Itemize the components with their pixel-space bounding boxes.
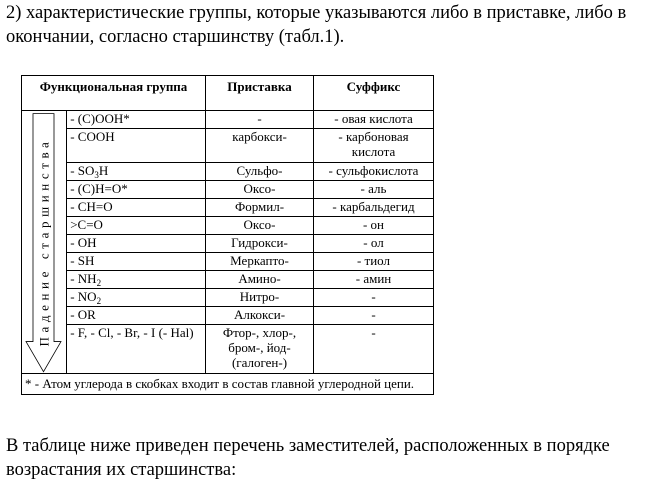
cell-suffix: - ол: [314, 235, 434, 253]
cell-prefix: Фтор-, хлор-, бром-, йод- (галоген-): [206, 325, 314, 374]
table-row: [22, 181, 434, 199]
cell-group: [67, 111, 206, 129]
group-formula: - COOH: [70, 129, 115, 144]
cell-group: [67, 129, 206, 163]
group-formula: - (C)OOH*: [70, 111, 130, 126]
cell-suffix: - амин: [314, 271, 434, 289]
cell-prefix: Гидрокси-: [206, 235, 314, 253]
group-formula: - NH: [70, 271, 97, 286]
cell-group: [67, 253, 206, 271]
cell-prefix: Меркапто-: [206, 253, 314, 271]
cell-suffix: -: [314, 307, 434, 325]
cell-prefix: Сульфо-: [206, 163, 314, 181]
header-suffix: Суффикс: [314, 76, 434, 111]
table-row: [22, 217, 434, 235]
cell-prefix: Амино-: [206, 271, 314, 289]
cell-suffix: - карбальдегид: [314, 199, 434, 217]
cell-prefix: карбокси-: [206, 129, 314, 163]
cell-group: [67, 325, 206, 374]
cell-prefix: Оксо-: [206, 181, 314, 199]
cell-suffix: -: [314, 325, 434, 374]
table-row: [22, 235, 434, 253]
group-formula: - SH: [70, 253, 95, 268]
group-formula: - F, - Cl, - Br, - I (- Hal): [70, 325, 194, 340]
table-header-row: [22, 76, 434, 111]
cell-suffix: - овая кислота: [314, 111, 434, 129]
cell-suffix: -: [314, 289, 434, 307]
group-formula: - NO: [70, 289, 97, 304]
table-row: [22, 325, 434, 374]
group-formula: - SO: [70, 163, 95, 178]
precedence-arrow: [22, 111, 65, 373]
header-group: Функциональная группа: [22, 76, 206, 111]
cell-group: [67, 235, 206, 253]
group-formula: - (C)H=O*: [70, 181, 128, 196]
table-row: [22, 271, 434, 289]
cell-group: [67, 271, 206, 289]
group-subscript: 2: [96, 278, 102, 288]
table-row: [22, 199, 434, 217]
precedence-table: [21, 75, 434, 395]
cell-group: [67, 163, 206, 181]
cell-prefix: Формил-: [206, 199, 314, 217]
cell-prefix: -: [206, 111, 314, 129]
group-formula: - CH=O: [70, 199, 113, 214]
group-formula: - OH: [70, 235, 97, 250]
cell-suffix: - тиол: [314, 253, 434, 271]
cell-group: [67, 181, 206, 199]
table-row: [22, 289, 434, 307]
cell-group: [67, 289, 206, 307]
footnote-row: [22, 374, 434, 395]
header-prefix: Приставка: [206, 76, 314, 111]
table-row: [22, 253, 434, 271]
table-row: [22, 129, 434, 163]
intro-paragraph: 2) характеристические группы, которые указываются либо в приставке, либо в окончании, согласно старшинству (табл.1).: [6, 3, 627, 47]
cell-group: [67, 199, 206, 217]
footnote: * - Атом углерода в скобках входит в состав главной углеродной цепи.: [22, 374, 434, 395]
cell-group: [67, 307, 206, 325]
cell-suffix: - карбоновая кислота: [314, 129, 434, 163]
arrow-label: Падение старшинства: [36, 137, 51, 347]
cell-suffix: - аль: [314, 181, 434, 199]
table-row: [22, 111, 434, 129]
cell-suffix: - сульфокислота: [314, 163, 434, 181]
cell-suffix: - он: [314, 217, 434, 235]
table-row: [22, 163, 434, 181]
cell-prefix: Нитро-: [206, 289, 314, 307]
cell-prefix: Оксо-: [206, 217, 314, 235]
outro-paragraph: В таблице ниже приведен перечень заместителей, расположенных в порядке возрастания их старшинства:: [6, 436, 610, 480]
cell-prefix: Алкокси-: [206, 307, 314, 325]
cell-group: [67, 217, 206, 235]
precedence-arrow-cell: [22, 111, 67, 374]
group-formula: >C=O: [70, 217, 103, 232]
group-formula: - OR: [70, 307, 96, 322]
group-subscript: 3: [94, 170, 99, 180]
group-formula-tail: H: [98, 163, 109, 178]
table-row: [22, 307, 434, 325]
group-subscript: 2: [96, 296, 102, 306]
